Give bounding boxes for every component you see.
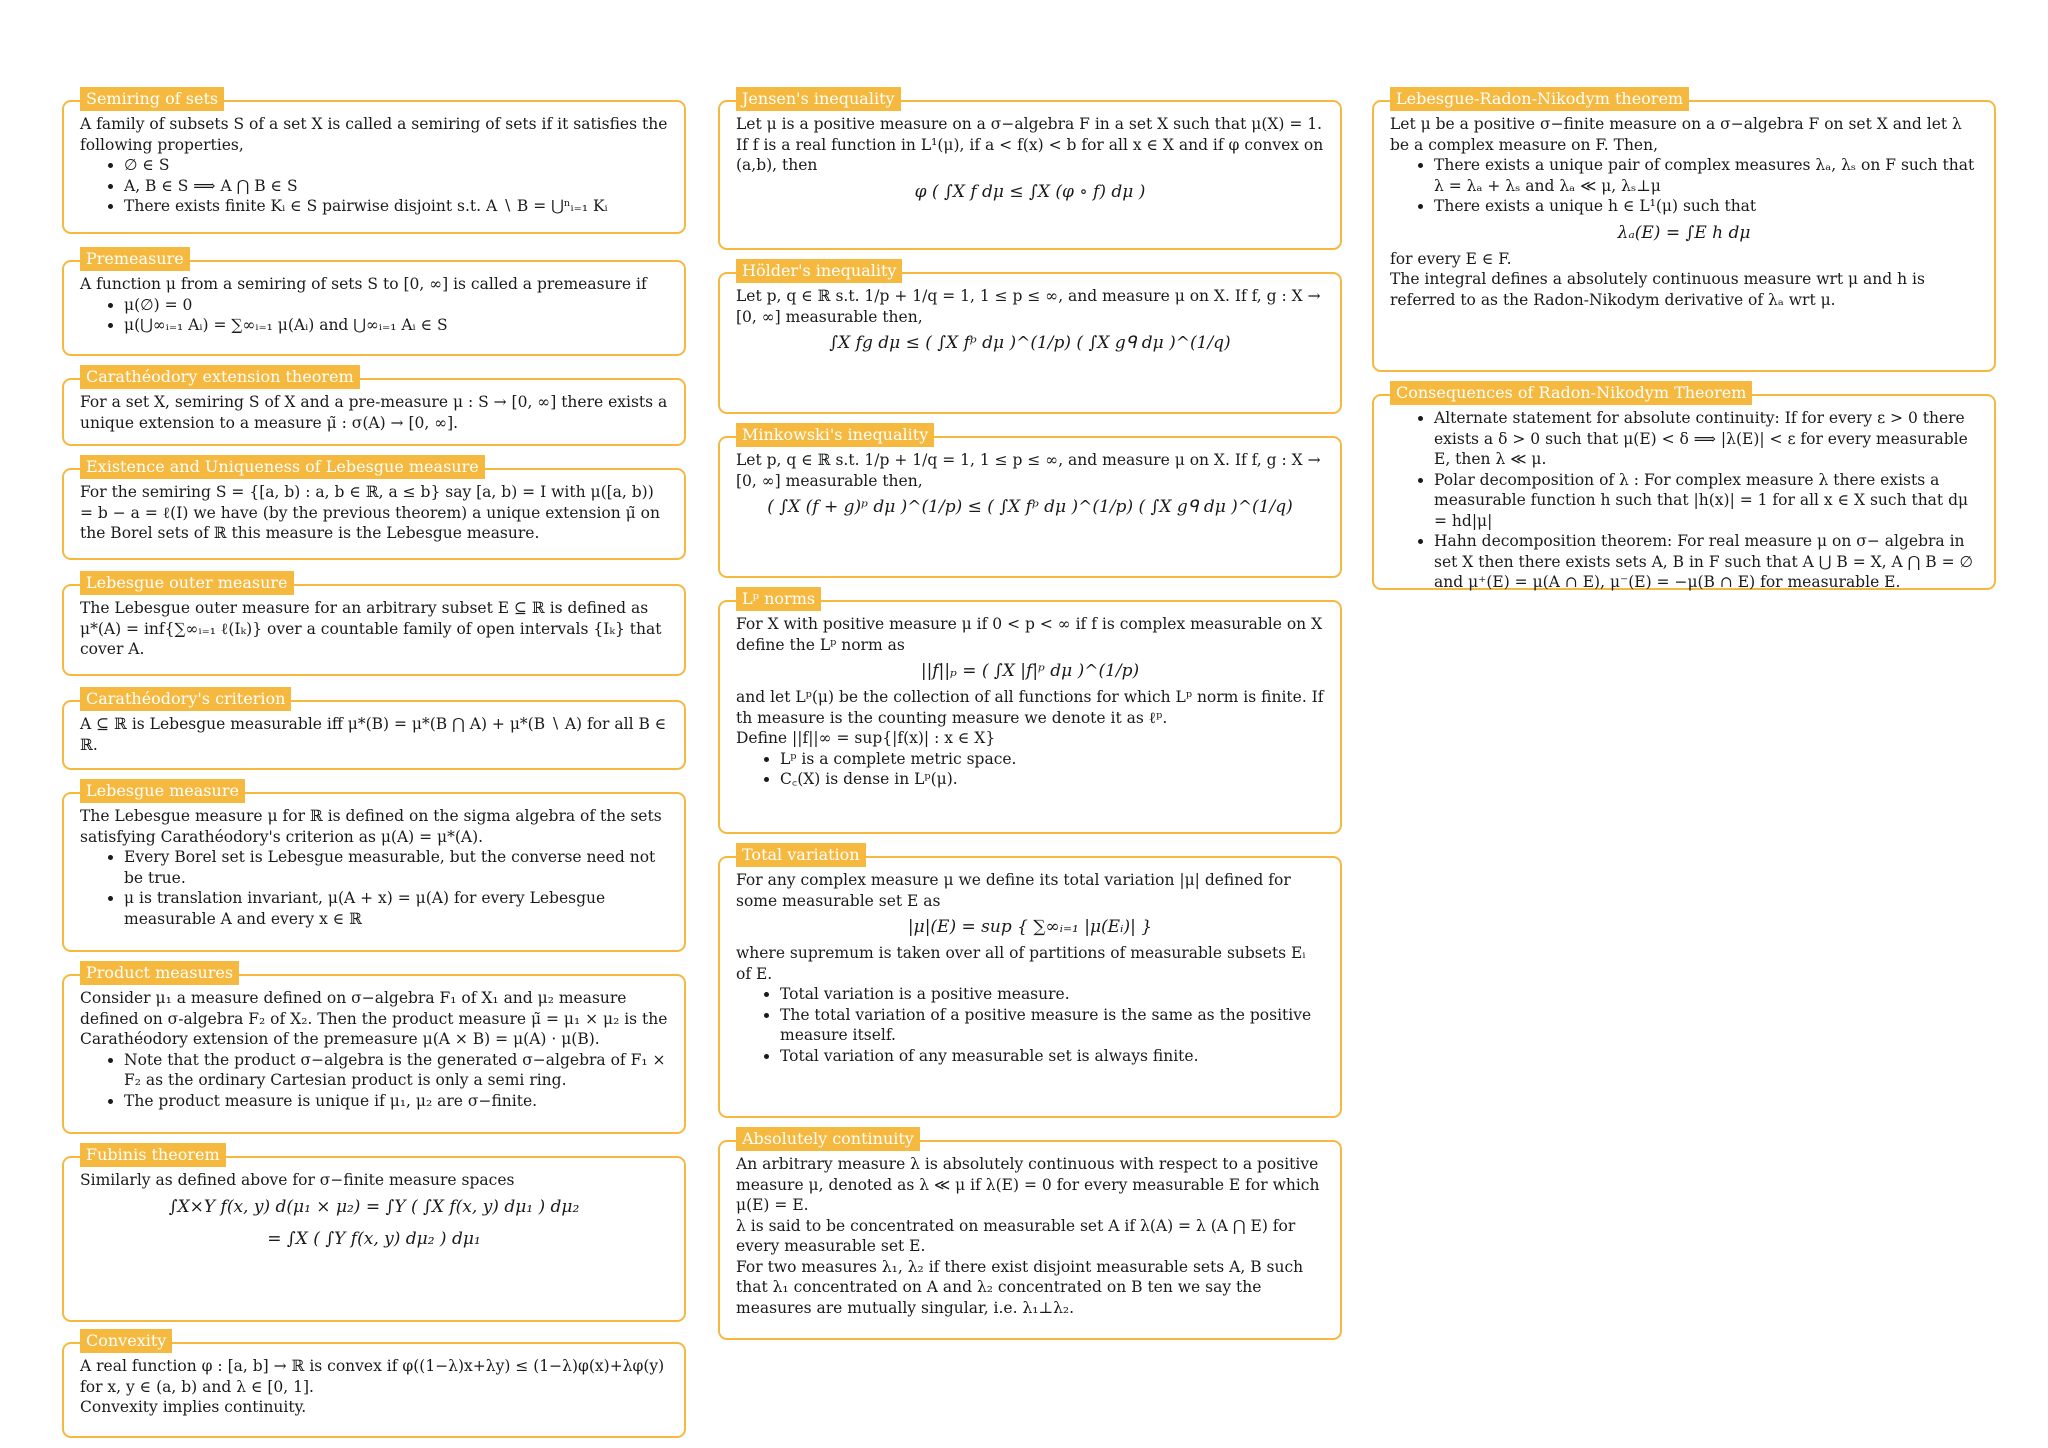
product-measures-list <box>80 1050 668 1112</box>
total-variation-text: For any complex measure μ we define its total variation |μ| defined for some measurable set E as <box>736 871 1291 910</box>
total-variation-title: Total variation <box>736 843 866 867</box>
semiring-card <box>62 89 686 234</box>
radon-nikodym-card <box>1372 89 1996 372</box>
jensen-formula: φ ( ∫X f dμ ≤ ∫X (φ ∘ f) dμ ) <box>914 181 1146 202</box>
radon-nikodym-title: Lebesgue-Radon-Nikodym theorem <box>1390 87 1689 111</box>
holder-title: Hölder's inequality <box>736 259 902 283</box>
caratheodory-criterion-card <box>62 689 686 770</box>
lp-norms-text: Define ||f||∞ = sup{|f(x)| : x ∈ X} <box>736 729 996 747</box>
convexity-card <box>62 1331 686 1438</box>
absolute-continuity-text: For two measures λ₁, λ₂ if there exist disjoint measurable sets A, B such that λ₁ concentrated on A and λ₂ concentrated on B ten we say the measures are mutually singular, i.e. λ₁⊥λ₂. <box>736 1257 1304 1317</box>
minkowski-text: Let p, q ∈ ℝ s.t. 1/p + 1/q = 1, 1 ≤ p ≤ ∞, and measure μ on X. If f, g : X → [0, ∞] measurable then, <box>736 451 1321 490</box>
consequences-title: Consequences of Radon-Nikodym Theorem <box>1390 381 1752 405</box>
fubini-formula: = ∫X ( ∫Y f(x, y) dμ₂ ) dμ₁ <box>267 1228 481 1249</box>
fubini-text: Similarly as defined above for σ−finite measure spaces <box>80 1171 515 1189</box>
consequences-list-item: • Hahn decomposition theorem: For real measure μ on σ− algebra in set X then there exists sets A, B in F such that A ⋃ B = X, A ⋂ B = ∅ and μ⁺(E) = μ(A ∩ E), μ⁻(E) = −μ(B ∩ E) for measurable E. <box>1434 531 1978 593</box>
lp-norms-list <box>736 749 1324 790</box>
caratheodory-extension-body <box>80 392 668 433</box>
outer-measure-card <box>62 573 686 676</box>
semiring-list-item: • A, B ∈ S ⟹ A ⋂ B ∈ S <box>124 176 668 197</box>
column-left <box>62 89 686 1438</box>
lebesgue-measure-body <box>80 806 668 929</box>
column-right <box>1372 89 1996 591</box>
minkowski-formula: ( ∫X (f + g)ᵖ dμ )^(1/p) ≤ ( ∫X fᵖ dμ )^(1/p) ( ∫X gᑫ dμ )^(1/q) <box>767 497 1293 517</box>
minkowski-body <box>736 450 1324 523</box>
radon-nikodym-list-item: • There exists a unique h ∈ L¹(μ) such that <box>1434 196 1978 217</box>
caratheodory-criterion-body <box>80 714 668 755</box>
product-measures-body <box>80 988 668 1111</box>
semiring-body <box>80 114 668 217</box>
jensen-body <box>736 114 1324 208</box>
premeasure-text: A function μ from a semiring of sets S to [0, ∞] is called a premeasure if <box>80 275 647 293</box>
outer-measure-title: Lebesgue outer measure <box>80 571 294 595</box>
consequences-body <box>1390 408 1978 593</box>
total-variation-body <box>736 870 1324 1066</box>
total-variation-text: where supremum is taken over all of partitions of measurable subsets Eᵢ of E. <box>736 944 1306 983</box>
holder-text: Let p, q ∈ ℝ s.t. 1/p + 1/q = 1, 1 ≤ p ≤ ∞, and measure μ on X. If f, g : X → [0, ∞] measurable then, <box>736 287 1321 326</box>
lp-norms-body <box>736 614 1324 790</box>
semiring-list-item: • There exists finite Kᵢ ∈ S pairwise disjoint s.t. A ∖ B = ⋃ⁿᵢ₌₁ Kᵢ <box>124 196 668 217</box>
convexity-body <box>80 1356 668 1418</box>
caratheodory-criterion-title: Carathéodory's criterion <box>80 687 291 711</box>
existence-lebesgue-title: Existence and Uniqueness of Lebesgue measure <box>80 455 485 479</box>
radon-nikodym-formula: λₐ(E) = ∫E h dμ <box>1617 222 1751 243</box>
minkowski-title: Minkowski's inequality <box>736 423 934 447</box>
total-variation-card <box>718 845 1342 1118</box>
semiring-list <box>80 155 668 217</box>
radon-nikodym-text: for every E ∈ F. <box>1390 249 1512 268</box>
holder-body <box>736 286 1324 359</box>
lp-norms-text: For X with positive measure μ if 0 < p < ∞ if f is complex measurable on X define the Lᵖ norm as <box>736 615 1323 654</box>
radon-nikodym-text: Let μ be a positive σ−finite measure on a σ−algebra F on set X and let λ be a complex measure on F. Then, <box>1390 115 1962 154</box>
caratheodory-criterion-text: A ⊆ ℝ is Lebesgue measurable iff μ*(B) = μ*(B ⋂ A) + μ*(B ∖ A) for all B ∈ ℝ. <box>80 715 667 754</box>
fubini-title: Fubinis theorem <box>80 1143 226 1167</box>
holder-formula: ∫X fg dμ ≤ ( ∫X fᵖ dμ )^(1/p) ( ∫X gᑫ dμ )^(1/q) <box>829 333 1231 353</box>
column-middle <box>718 89 1342 1340</box>
lp-norms-card <box>718 589 1342 834</box>
lp-norms-list-item: • Lᵖ is a complete metric space. <box>780 749 1324 770</box>
lebesgue-measure-text: The Lebesgue measure μ for ℝ is defined on the sigma algebra of the sets satisfying Carathéodory's criterion as μ(A) = μ*(A). <box>80 807 662 846</box>
lp-norms-text: and let Lᵖ(μ) be the collection of all functions for which Lᵖ norm is finite. If th measure is the counting measure we denote it as ℓᵖ. <box>736 688 1324 727</box>
lp-norms-title: Lᵖ norms <box>736 587 821 611</box>
fubini-card <box>62 1145 686 1322</box>
lebesgue-measure-list-item: • Every Borel set is Lebesgue measurable, but the converse need not be true. <box>124 847 668 888</box>
premeasure-list-item: • μ(⋃∞ᵢ₌₁ Aᵢ) = ∑∞ᵢ₌₁ μ(Aᵢ) and ⋃∞ᵢ₌₁ Aᵢ ∈ S <box>124 315 668 336</box>
radon-nikodym-list-item: • There exists a unique pair of complex measures λₐ, λₛ on F such that λ = λₐ + λₛ and λₐ ≪ μ, λₛ⊥μ <box>1434 155 1978 196</box>
absolute-continuity-body <box>736 1154 1324 1318</box>
absolute-continuity-card <box>718 1129 1342 1340</box>
premeasure-title: Premeasure <box>80 247 190 271</box>
convexity-text: Convexity implies continuity. <box>80 1398 307 1416</box>
outer-measure-text: The Lebesgue outer measure for an arbitrary subset E ⊆ ℝ is defined as μ*(A) = inf{∑∞ᵢ₌₁ ℓ(Iₖ)} over a countable family of open intervals {Iₖ} that cover A. <box>80 599 662 658</box>
fubini-formula: ∫X×Y f(x, y) d(μ₁ × μ₂) = ∫Y ( ∫X f(x, y) dμ₁ ) dμ₂ <box>168 1196 580 1217</box>
product-measures-card <box>62 963 686 1134</box>
existence-lebesgue-text: For the semiring S = {[a, b) : a, b ∈ ℝ, a ≤ b} say [a, b) = I with μ([a, b)) = b − a = ℓ(I) we have (by the previous theorem) a unique extension μ̃ on the Borel sets of ℝ this measure is the Lebesgue measure. <box>80 483 660 542</box>
lebesgue-measure-title: Lebesgue measure <box>80 779 245 803</box>
existence-lebesgue-card <box>62 457 686 560</box>
minkowski-card <box>718 425 1342 578</box>
semiring-list-item: • ∅ ∈ S <box>124 155 668 176</box>
product-measures-list-item: • The product measure is unique if μ₁, μ₂ are σ−finite. <box>124 1091 668 1112</box>
convexity-title: Convexity <box>80 1329 172 1353</box>
holder-card <box>718 261 1342 414</box>
caratheodory-extension-card <box>62 367 686 446</box>
semiring-title: Semiring of sets <box>80 87 224 111</box>
lp-norms-formula: ||f||ₚ = ( ∫X |f|ᵖ dμ )^(1/p) <box>920 661 1140 681</box>
premeasure-card <box>62 249 686 356</box>
premeasure-list-item: • μ(∅) = 0 <box>124 295 668 316</box>
premeasure-list <box>80 295 668 336</box>
total-variation-list-item: • Total variation is a positive measure. <box>780 984 1324 1005</box>
total-variation-list-item: • The total variation of a positive measure is the same as the positive measure itself. <box>780 1005 1324 1046</box>
consequences-list-item: • Polar decomposition of λ : For complex measure λ there exists a measurable function h such that |h(x)| = 1 for all x ∈ X such that dμ = hd|μ| <box>1434 470 1978 532</box>
lebesgue-measure-card <box>62 781 686 952</box>
radon-nikodym-list <box>1390 155 1978 217</box>
jensen-title: Jensen's inequality <box>736 87 901 111</box>
radon-nikodym-text: The integral defines a absolutely continuous measure wrt μ and h is referred to as the Radon-Nikodym derivative of λₐ wrt μ. <box>1390 270 1925 309</box>
convexity-text: A real function φ : [a, b] → ℝ is convex if φ((1−λ)x+λy) ≤ (1−λ)φ(x)+λφ(y) for x, y ∈ (a, b) and λ ∈ [0, 1]. <box>80 1357 665 1396</box>
absolute-continuity-text: λ is said to be concentrated on measurable set A if λ(A) = λ (A ⋂ E) for every measurable set E. <box>736 1216 1296 1255</box>
consequences-list <box>1390 408 1978 593</box>
product-measures-list-item: • Note that the product σ−algebra is the generated σ−algebra of F₁ × F₂ as the ordinary Cartesian product is only a semi ring. <box>124 1050 668 1091</box>
lebesgue-measure-list <box>80 847 668 929</box>
outer-measure-body <box>80 598 668 660</box>
consequences-card <box>1372 383 1996 591</box>
product-measures-title: Product measures <box>80 961 239 985</box>
absolute-continuity-text: An arbitrary measure λ is absolutely continuous with respect to a positive measure μ, denoted as λ ≪ μ if λ(E) = 0 for every measurable E for which μ(E) = E. <box>736 1155 1320 1214</box>
consequences-list-item: • Alternate statement for absolute continuity: If for every ε > 0 there exists a δ > 0 such that μ(E) < δ ⟹ |λ(E)| < ε for every measurable E, then λ ≪ μ. <box>1434 408 1978 470</box>
caratheodory-extension-title: Carathéodory extension theorem <box>80 365 360 389</box>
semiring-text: A family of subsets S of a set X is called a semiring of sets if it satisfies the following properties, <box>80 115 668 154</box>
absolute-continuity-title: Absolutely continuity <box>736 1127 920 1151</box>
existence-lebesgue-body <box>80 482 668 544</box>
total-variation-list <box>736 984 1324 1066</box>
total-variation-list-item: • Total variation of any measurable set is always finite. <box>780 1046 1324 1067</box>
fubini-body <box>80 1170 668 1255</box>
caratheodory-extension-text: For a set X, semiring S of X and a pre-measure μ : S → [0, ∞] there exists a unique extension to a measure μ̃ : σ(A) → [0, ∞]. <box>80 393 668 432</box>
jensen-card <box>718 89 1342 250</box>
jensen-text: Let μ is a positive measure on a σ−algebra F in a set X such that μ(X) = 1. If f is a real function in L¹(μ), if a < f(x) < b for all x ∈ X and if φ convex on (a,b), then <box>736 115 1324 174</box>
premeasure-body <box>80 274 668 336</box>
lebesgue-measure-list-item: • μ is translation invariant, μ(A + x) = μ(A) for every Lebesgue measurable A and every x ∈ ℝ <box>124 888 668 929</box>
total-variation-formula: |μ|(E) = sup { ∑∞ᵢ₌₁ |μ(Eᵢ)| } <box>907 917 1153 937</box>
product-measures-text: Consider μ₁ a measure defined on σ−algebra F₁ of X₁ and μ₂ measure defined on σ-algebra F₂ of X₂. Then the product measure μ̃ = μ₁ × μ₂ is the Carathéodory extension of the premeasure μ(A × B) = μ(A) · μ(B). <box>80 989 668 1048</box>
radon-nikodym-body <box>1390 114 1978 310</box>
lp-norms-list-item: • C꜀(X) is dense in Lᵖ(μ). <box>780 769 1324 790</box>
